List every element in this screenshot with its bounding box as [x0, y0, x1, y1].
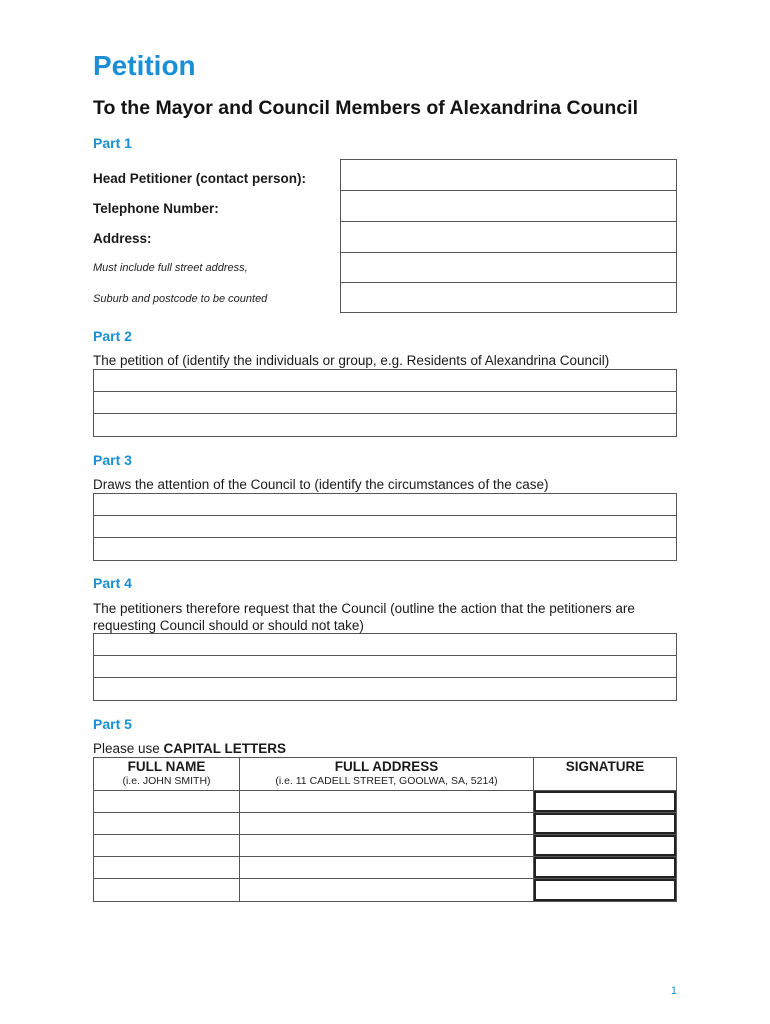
table-row	[94, 791, 676, 813]
part-2-input-line[interactable]	[94, 392, 676, 414]
part-5-instruction	[93, 740, 286, 757]
address-field-line-3[interactable]	[340, 282, 677, 313]
full-name-cell[interactable]	[94, 857, 240, 878]
signature-table	[93, 757, 677, 902]
telephone-label: Telephone Number:	[93, 201, 219, 216]
page-subtitle: To the Mayor and Council Members of Alexandrina Council	[93, 97, 638, 119]
signature-header-title: SIGNATURE	[565, 759, 645, 774]
part-4-instruction-line-2: requesting Council should or should not take)	[93, 618, 364, 633]
signature-cell[interactable]	[534, 879, 676, 901]
part-1-heading: Part 1	[93, 135, 132, 151]
full-address-cell[interactable]	[240, 857, 534, 878]
part-4-heading: Part 4	[93, 575, 132, 591]
signature-column-header	[534, 758, 676, 790]
part-3-heading: Part 3	[93, 452, 132, 468]
full-name-cell[interactable]	[94, 813, 240, 834]
part-2-heading: Part 2	[93, 328, 132, 344]
full-address-cell[interactable]	[240, 835, 534, 856]
address-label: Address:	[93, 231, 152, 246]
signature-cell[interactable]	[534, 835, 676, 856]
full-address-column-header	[240, 758, 534, 790]
address-field-line-1[interactable]	[340, 221, 677, 253]
signature-table-header	[94, 758, 676, 791]
address-hint-line-2: Suburb and postcode to be counted	[93, 293, 268, 305]
full-address-cell[interactable]	[240, 879, 534, 901]
table-row	[94, 879, 676, 901]
part-5-heading: Part 5	[93, 716, 132, 732]
part-3-instruction: Draws the attention of the Council to (identify the circumstances of the case)	[93, 477, 549, 492]
part-4-input-line[interactable]	[94, 656, 676, 678]
full-name-header-example: (i.e. JOHN SMITH)	[122, 775, 211, 787]
full-address-header-title: FULL ADDRESS	[334, 759, 439, 774]
telephone-field[interactable]	[340, 190, 677, 222]
part-3-input-line[interactable]	[94, 538, 676, 560]
table-row	[94, 857, 676, 879]
full-name-cell[interactable]	[94, 791, 240, 812]
signature-cell[interactable]	[534, 791, 676, 812]
part-2-input-box	[93, 369, 677, 437]
signature-cell[interactable]	[534, 813, 676, 834]
part-2-input-line[interactable]	[94, 414, 676, 436]
part-4-input-line[interactable]	[94, 678, 676, 700]
full-name-cell[interactable]	[94, 879, 240, 901]
page-title: Petition	[93, 50, 196, 81]
head-petitioner-label: Head Petitioner (contact person):	[93, 171, 307, 186]
part-3-input-line[interactable]	[94, 516, 676, 538]
head-petitioner-field[interactable]	[340, 159, 677, 191]
capital-letters-emphasis: CAPITAL LETTERS	[163, 741, 287, 756]
part-4-input-box	[93, 633, 677, 701]
signature-cell[interactable]	[534, 857, 676, 878]
page-number: 1	[670, 985, 677, 997]
full-address-cell[interactable]	[240, 791, 534, 812]
full-name-cell[interactable]	[94, 835, 240, 856]
address-field-line-2[interactable]	[340, 252, 677, 283]
full-address-cell[interactable]	[240, 813, 534, 834]
address-hint-line-1: Must include full street address,	[93, 262, 248, 274]
table-row	[94, 835, 676, 857]
part-3-input-box	[93, 493, 677, 561]
table-row	[94, 813, 676, 835]
part-5-instruction-prefix: Please use	[93, 741, 164, 756]
part-3-input-line[interactable]	[94, 494, 676, 516]
full-name-column-header	[94, 758, 240, 790]
part-4-input-line[interactable]	[94, 634, 676, 656]
full-name-header-title: FULL NAME	[127, 759, 206, 774]
part-2-input-line[interactable]	[94, 370, 676, 392]
part-2-instruction: The petition of (identify the individuals or group, e.g. Residents of Alexandrina Council)	[93, 353, 610, 368]
part-4-instruction-line-1: The petitioners therefore request that the Council (outline the action that the petitioners are	[93, 601, 635, 616]
full-address-header-example: (i.e. 11 CADELL STREET, GOOLWA, SA, 5214)	[275, 775, 498, 787]
